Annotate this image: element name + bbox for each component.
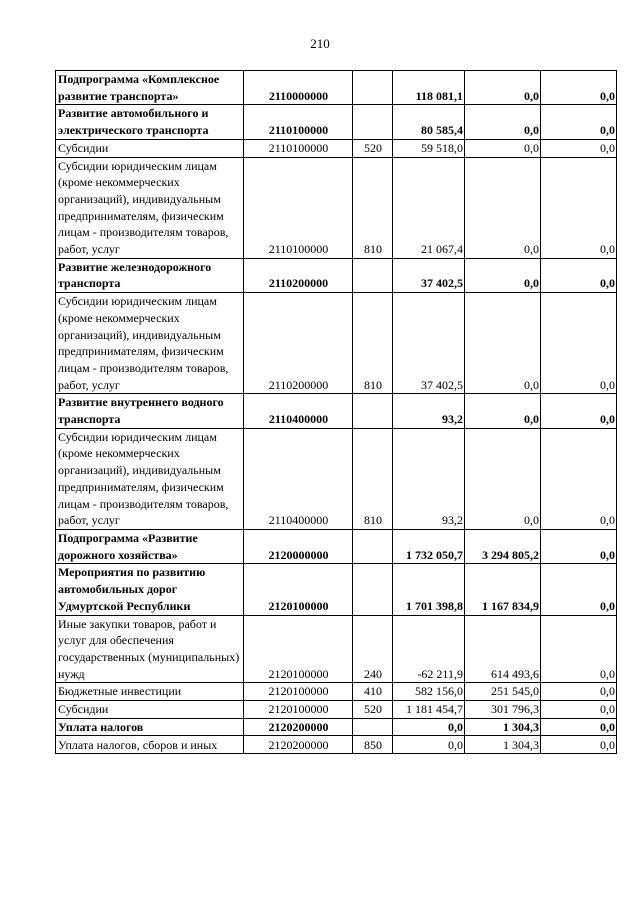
row-name: Субсидии (56, 701, 244, 719)
row-code: 2110100000 (244, 105, 353, 139)
row-code: 2120200000 (244, 736, 353, 754)
row-value-1: 0,0 (393, 736, 465, 754)
row-expense-type: 810 (353, 293, 393, 394)
row-value-2: 0,0 (465, 258, 541, 292)
row-value-2: 0,0 (465, 394, 541, 428)
row-expense-type: 520 (353, 139, 393, 157)
row-expense-type (353, 258, 393, 292)
row-value-2: 3 294 805,2 (465, 529, 541, 563)
row-value-1: 37 402,5 (393, 293, 465, 394)
table-row (56, 394, 617, 428)
row-value-1: 1 181 454,7 (393, 701, 465, 719)
row-value-3: 0,0 (541, 139, 617, 157)
row-expense-type (353, 529, 393, 563)
table-row (56, 157, 617, 258)
budget-table (55, 70, 617, 754)
row-value-2: 0,0 (465, 139, 541, 157)
row-value-3: 0,0 (541, 71, 617, 105)
row-value-1: 21 067,4 (393, 157, 465, 258)
table-row (56, 718, 617, 736)
table-row (56, 71, 617, 105)
row-value-1: -62 211,9 (393, 615, 465, 683)
row-name: Подпрограмма «Комплексное развитие транспорта» (56, 71, 244, 105)
row-value-1: 93,2 (393, 428, 465, 529)
row-value-3: 0,0 (541, 157, 617, 258)
row-code: 2120100000 (244, 615, 353, 683)
row-name: Развитие железнодорожного транспорта (56, 258, 244, 292)
row-code: 2120100000 (244, 683, 353, 701)
row-value-3: 0,0 (541, 105, 617, 139)
row-value-1: 118 081,1 (393, 71, 465, 105)
row-value-2: 1 167 834,9 (465, 564, 541, 615)
row-expense-type: 240 (353, 615, 393, 683)
row-expense-type (353, 564, 393, 615)
row-code: 2120100000 (244, 701, 353, 719)
row-value-1: 59 518,0 (393, 139, 465, 157)
table-row (56, 258, 617, 292)
row-code: 2120000000 (244, 529, 353, 563)
table-row (56, 615, 617, 683)
row-value-3: 0,0 (541, 293, 617, 394)
row-value-2: 614 493,6 (465, 615, 541, 683)
row-value-2: 1 304,3 (465, 736, 541, 754)
row-value-1: 93,2 (393, 394, 465, 428)
row-value-2: 0,0 (465, 293, 541, 394)
row-name: Уплата налогов, сборов и иных (56, 736, 244, 754)
table-row (56, 105, 617, 139)
row-expense-type: 410 (353, 683, 393, 701)
row-value-1: 80 585,4 (393, 105, 465, 139)
table-row (56, 683, 617, 701)
row-code: 2110400000 (244, 394, 353, 428)
row-value-2: 301 796,3 (465, 701, 541, 719)
row-value-2: 1 304,3 (465, 718, 541, 736)
table-row (56, 139, 617, 157)
row-name: Субсидии юридическим лицам (кроме некоммерческих организаций), индивидуальным предпринимателям, физическим лицам - производителям товаров, работ, услуг (56, 293, 244, 394)
row-name: Субсидии юридическим лицам (кроме некоммерческих организаций), индивидуальным предпринимателям, физическим лицам - производителям товаров, работ, услуг (56, 157, 244, 258)
row-code: 2110100000 (244, 139, 353, 157)
row-name: Подпрограмма «Развитие дорожного хозяйства» (56, 529, 244, 563)
row-name: Мероприятия по развитию автомобильных дорог Удмуртской Республики (56, 564, 244, 615)
row-value-2: 251 545,0 (465, 683, 541, 701)
row-value-3: 0,0 (541, 258, 617, 292)
page-number: 210 (310, 36, 330, 51)
row-expense-type: 850 (353, 736, 393, 754)
row-expense-type: 810 (353, 428, 393, 529)
row-expense-type (353, 394, 393, 428)
row-name: Развитие автомобильного и электрического транспорта (56, 105, 244, 139)
row-value-3: 0,0 (541, 718, 617, 736)
row-expense-type (353, 105, 393, 139)
row-expense-type (353, 71, 393, 105)
row-name: Иные закупки товаров, работ и услуг для обеспечения государственных (муниципальных) нужд (56, 615, 244, 683)
table-row (56, 428, 617, 529)
row-value-1: 582 156,0 (393, 683, 465, 701)
row-code: 2110200000 (244, 258, 353, 292)
table-row (56, 701, 617, 719)
row-name: Бюджетные инвестиции (56, 683, 244, 701)
row-name: Уплата налогов (56, 718, 244, 736)
row-code: 2110200000 (244, 293, 353, 394)
row-code: 2120100000 (244, 564, 353, 615)
row-name: Субсидии юридическим лицам (кроме некоммерческих организаций), индивидуальным предпринимателям, физическим лицам - производителям товаров, работ, услуг (56, 428, 244, 529)
row-value-2: 0,0 (465, 428, 541, 529)
row-code: 2120200000 (244, 718, 353, 736)
table-row (56, 736, 617, 754)
row-name: Субсидии (56, 139, 244, 157)
row-value-3: 0,0 (541, 615, 617, 683)
row-expense-type (353, 718, 393, 736)
row-value-1: 1 701 398,8 (393, 564, 465, 615)
row-code: 2110100000 (244, 157, 353, 258)
row-code: 2110000000 (244, 71, 353, 105)
row-value-1: 37 402,5 (393, 258, 465, 292)
row-value-2: 0,0 (465, 105, 541, 139)
table-row (56, 293, 617, 394)
row-value-3: 0,0 (541, 428, 617, 529)
row-expense-type: 810 (353, 157, 393, 258)
row-value-3: 0,0 (541, 394, 617, 428)
table-row (56, 564, 617, 615)
row-value-3: 0,0 (541, 683, 617, 701)
row-value-1: 1 732 050,7 (393, 529, 465, 563)
row-value-2: 0,0 (465, 157, 541, 258)
row-value-3: 0,0 (541, 529, 617, 563)
row-code: 2110400000 (244, 428, 353, 529)
row-name: Развитие внутреннего водного транспорта (56, 394, 244, 428)
row-value-3: 0,0 (541, 736, 617, 754)
row-expense-type: 520 (353, 701, 393, 719)
row-value-3: 0,0 (541, 564, 617, 615)
table-row (56, 529, 617, 563)
row-value-3: 0,0 (541, 701, 617, 719)
row-value-2: 0,0 (465, 71, 541, 105)
row-value-1: 0,0 (393, 718, 465, 736)
